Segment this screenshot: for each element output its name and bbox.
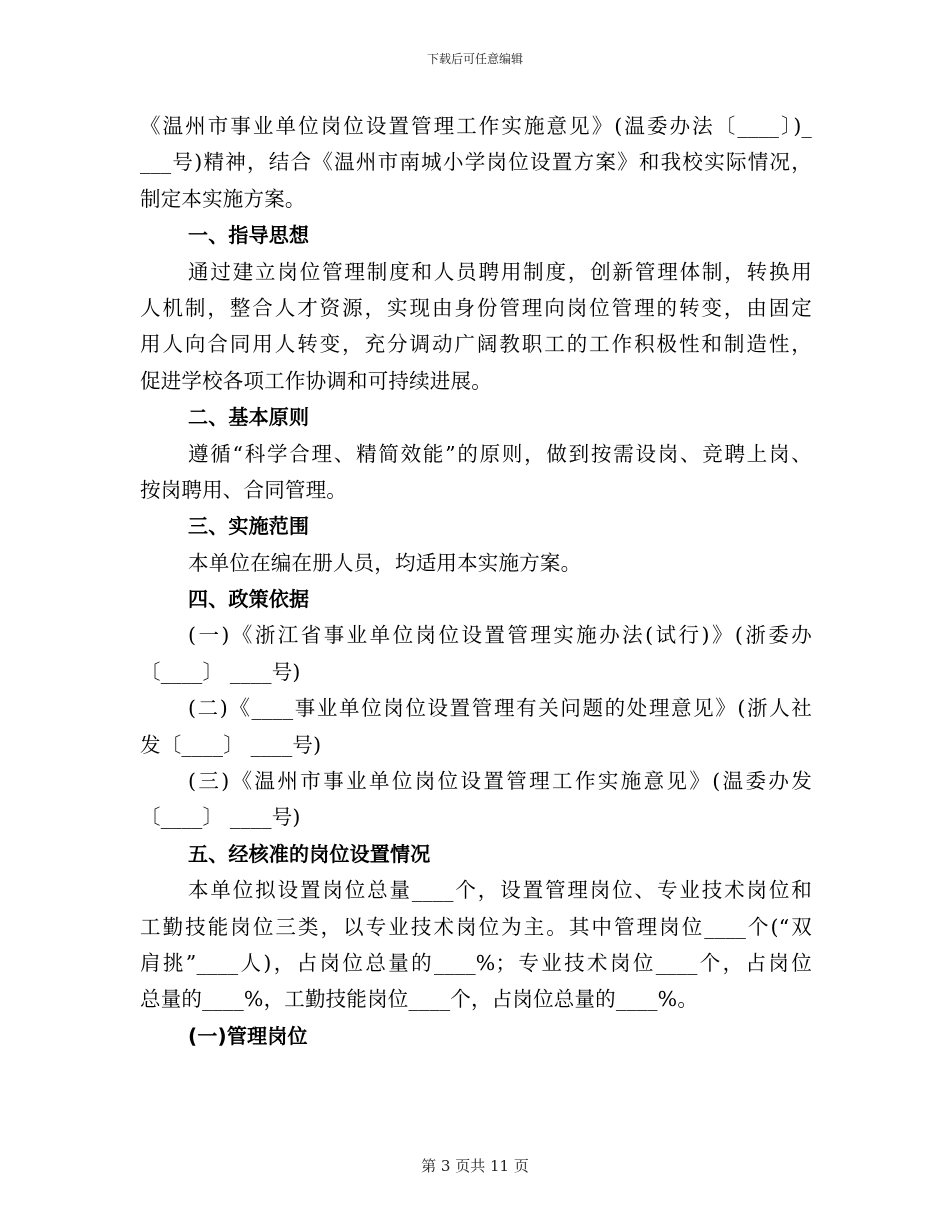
section-heading: 五、经核准的岗位设置情况 xyxy=(188,841,431,866)
paragraph-line: (一)《浙江省事业单位岗位设置管理实施办法(试行)》(浙委办 xyxy=(188,623,812,648)
paragraph-line: 《温州市事业单位岗位设置管理工作实施意见》(温委办法〔____〕)_ xyxy=(140,114,812,138)
paragraph-line: 工勤技能岗位三类，以专业技术岗位为主。其中管理岗位____个(“双 xyxy=(140,914,812,939)
paragraph-line: 用人向合同用人转变，充分调动广阔教职工的工作积极性和制造性， xyxy=(140,332,812,357)
paragraph-line: 〔____〕 ____号) xyxy=(140,659,301,684)
paragraph-line: 本单位拟设置岗位总量____个，设置管理岗位、专业技术岗位和 xyxy=(188,878,812,903)
paragraph-line: 促进学校各项工作协调和可持续进展。 xyxy=(140,368,492,393)
paragraph-line: 按岗聘用、合同管理。 xyxy=(140,477,347,502)
section-heading: 三、实施范围 xyxy=(188,514,310,539)
paragraph-line: ___号)精神，结合《温州市南城小学岗位设置方案》和我校实际情况， xyxy=(140,150,812,175)
paragraph-line: 肩挑”____人)，占岗位总量的____%；专业技术岗位____个，占岗位 xyxy=(140,950,812,975)
page-footer: 第 3 页共 11 页 xyxy=(421,1157,529,1175)
section-heading: 四、政策依据 xyxy=(188,587,310,612)
paragraph-line: 总量的____%，工勤技能岗位____个，占岗位总量的____%。 xyxy=(140,987,699,1012)
document-body xyxy=(140,108,812,1054)
paragraph-line: 本单位在编在册人员，均适用本实施方案。 xyxy=(188,550,582,575)
section-heading: (一)管理岗位 xyxy=(188,1023,308,1048)
paragraph-line: 遵循“科学合理、精简效能”的原则，做到按需设岗、竞聘上岗、 xyxy=(188,441,812,466)
paragraph-line: 通过建立岗位管理制度和人员聘用制度，创新管理体制，转换用 xyxy=(188,259,812,284)
paragraph-line: (三)《温州市事业单位岗位设置管理工作实施意见》(温委办发 xyxy=(188,769,812,794)
paragraph-line: 〔____〕 ____号) xyxy=(140,805,301,830)
section-heading: 一、指导思想 xyxy=(188,223,310,248)
paragraph-line: 人机制，整合人才资源，实现由身份管理向岗位管理的转变，由固定 xyxy=(140,295,812,320)
page-header: 下载后可任意编辑 xyxy=(426,52,523,66)
paragraph-line: (二)《____事业单位岗位设置管理有关问题的处理意见》(浙人社 xyxy=(188,696,812,721)
section-heading: 二、基本原则 xyxy=(188,405,310,430)
paragraph-line: 发〔____〕 ____号) xyxy=(140,732,322,757)
paragraph-line: 制定本实施方案。 xyxy=(140,186,306,211)
